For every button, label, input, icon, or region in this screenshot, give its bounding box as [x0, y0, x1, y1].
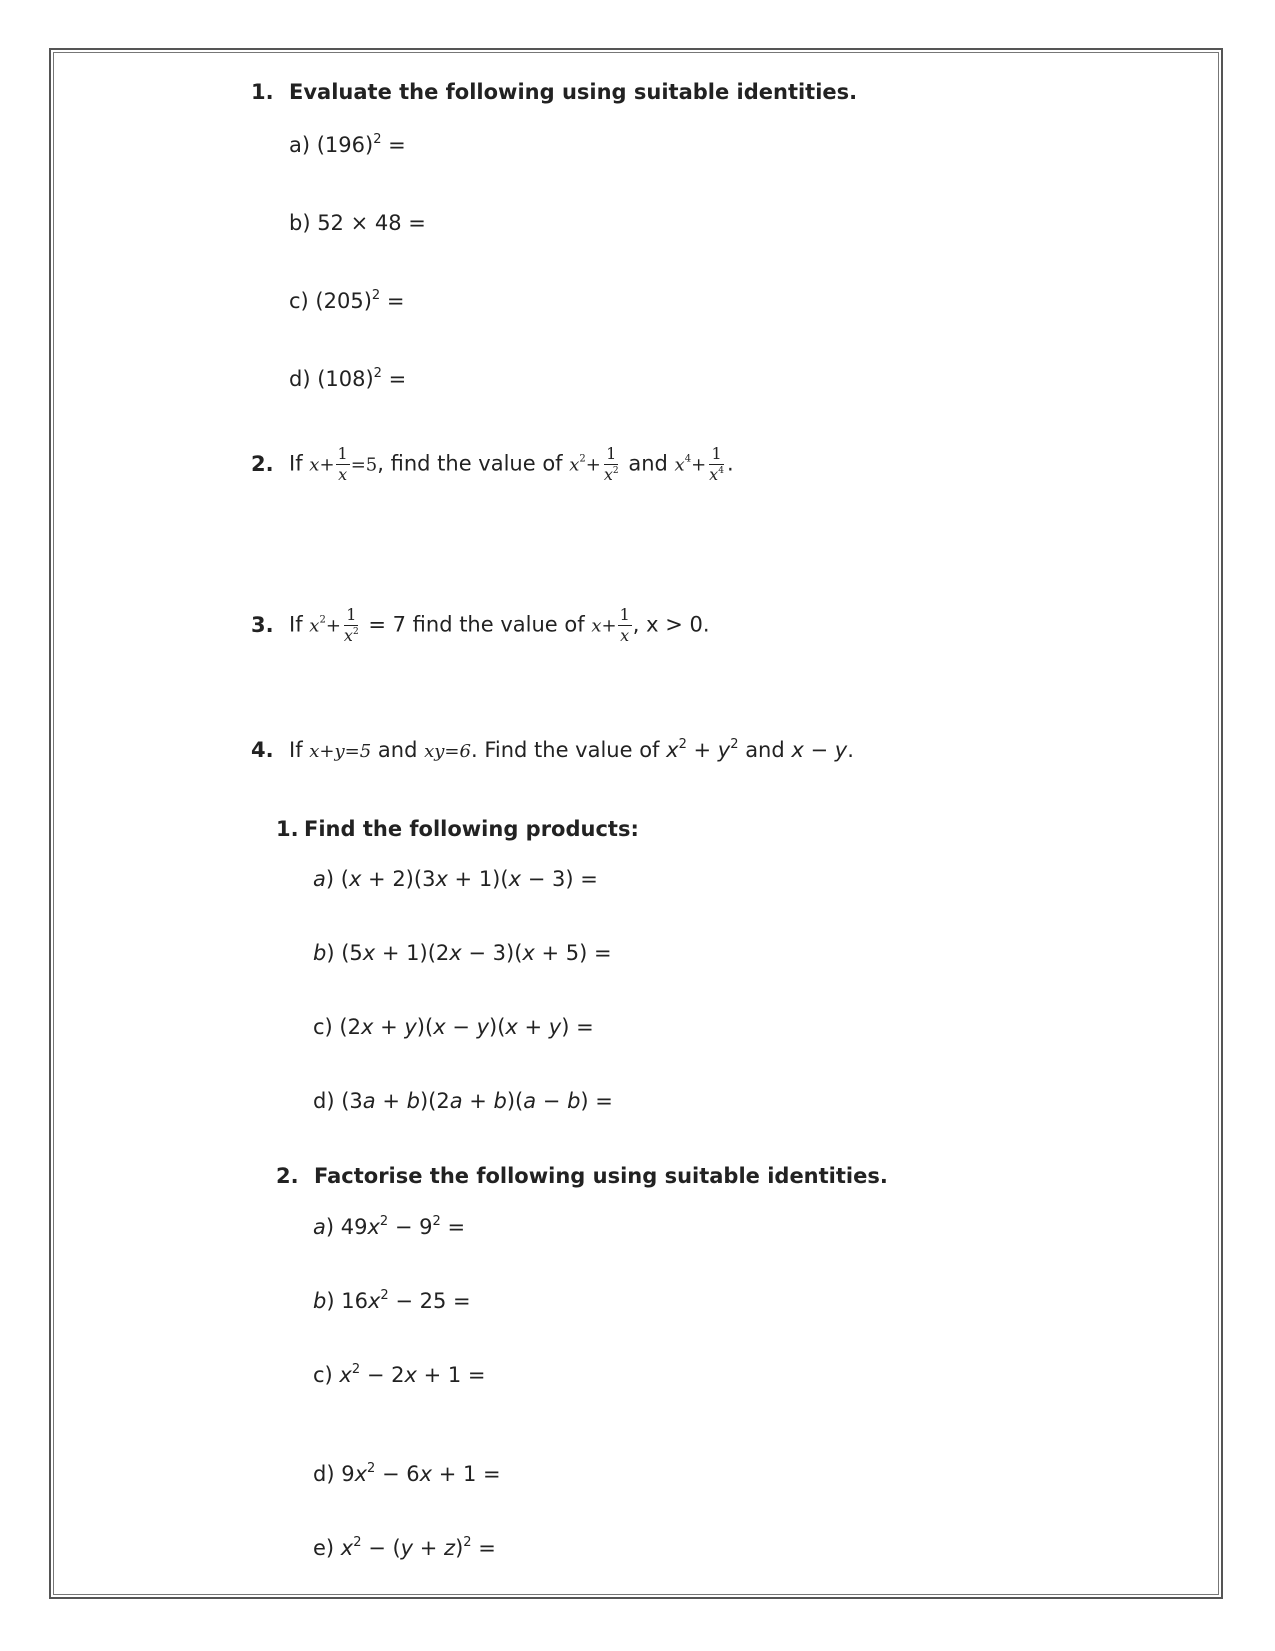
fraction [707, 446, 726, 483]
expression-text: − 25 = [388, 1289, 471, 1313]
factorise-c [313, 1363, 485, 1387]
math-variable: x [674, 454, 685, 476]
fraction-denominator [602, 465, 621, 483]
exponent: 2 [678, 737, 687, 752]
fraction-denominator: x [620, 626, 630, 645]
equals-sign: = [381, 133, 406, 157]
question-number: 2. [276, 1164, 299, 1188]
expression-text: b) 16x [313, 1289, 381, 1313]
equals-sign: = [440, 1215, 466, 1239]
exponent: 2 [730, 737, 739, 752]
products-a [313, 867, 598, 891]
exponent: 2 [353, 1535, 362, 1550]
expression-text: − 2x + 1 = [360, 1363, 486, 1387]
math-equation: xy=6 [424, 741, 471, 762]
fraction-numerator: 1 [346, 605, 357, 624]
question-text: and x − y. [738, 738, 854, 762]
question-1-heading [251, 80, 857, 104]
exponent: 2 [367, 1461, 376, 1476]
expression-text: a) 49x [313, 1215, 380, 1239]
question-1d [289, 367, 406, 391]
fraction-denominator [707, 465, 726, 483]
factorise-a [313, 1215, 465, 1239]
expression-text: − 9 [388, 1215, 433, 1239]
exponent: 2 [351, 1362, 361, 1377]
exponent: 2 [373, 132, 382, 147]
period: . [726, 451, 734, 476]
question-number: 1. [251, 80, 274, 104]
expression-text: b) 52 × 48 = [289, 211, 426, 235]
math-operator: + [319, 454, 335, 476]
fraction [342, 607, 361, 644]
math-operator: + [325, 615, 341, 637]
expression-text: − (y + z) [361, 1536, 464, 1560]
factorise-heading [276, 1164, 888, 1188]
products-heading [276, 817, 639, 841]
math-variable: x [709, 465, 719, 484]
fraction-numerator: 1 [337, 444, 348, 463]
expression-text: e) x [313, 1536, 354, 1560]
math-operator: + [585, 454, 601, 476]
math-variable: x [603, 465, 613, 484]
math-operator: + [601, 615, 617, 637]
expression-text: a) (196) [289, 133, 374, 157]
products-d [313, 1089, 613, 1113]
if-word: If [289, 738, 303, 762]
question-number: 2. [251, 451, 274, 476]
exponent: 2 [373, 366, 382, 381]
question-number: 3. [251, 612, 274, 637]
expression-text: c) (205) [289, 289, 372, 313]
expression-text: − 6x + 1 = [375, 1462, 501, 1486]
factorise-d [313, 1462, 501, 1486]
exponent: 2 [463, 1535, 472, 1550]
fraction-numerator: 1 [711, 444, 722, 463]
equals-sign: = [471, 1536, 496, 1560]
question-number: 4. [251, 738, 274, 762]
equals-sign: = [381, 367, 407, 391]
question-text: + y [686, 738, 731, 762]
math-operator: + [691, 454, 707, 476]
math-variable: x [309, 454, 320, 476]
fraction-denominator: x [338, 465, 348, 484]
math-variable: x [569, 454, 580, 476]
factorise-b [313, 1289, 471, 1313]
condition-text: , x > 0. [632, 612, 710, 637]
fraction-numerator: 1 [606, 444, 617, 463]
expression-text: a) (x + 2)(3x + 1)(x − 3) = [313, 867, 598, 891]
expression-text: d) (108) [289, 367, 374, 391]
math-equation: x+y=5 [309, 741, 372, 762]
question-text: . Find the value of x [470, 738, 679, 762]
math-variable: x [591, 615, 602, 637]
question-title: Find the following products: [304, 817, 639, 841]
fraction-numerator: 1 [619, 605, 630, 624]
question-text: = 7 find the value of [361, 612, 585, 637]
products-c [313, 1015, 594, 1039]
and-word: and [377, 738, 418, 762]
expression-text: c) (2x + y)(x − y)(x + y) = [313, 1015, 594, 1039]
question-text: , find the value of [377, 451, 563, 476]
exponent: 2 [579, 453, 586, 465]
exponent: 2 [352, 627, 359, 637]
question-1a [289, 133, 406, 157]
exponent: 2 [379, 1214, 389, 1229]
fraction [618, 607, 632, 644]
question-3 [251, 607, 710, 644]
question-title: Factorise the following using suitable identities. [314, 1164, 888, 1188]
expression-text: d) 9x [313, 1462, 367, 1486]
and-word: and [628, 451, 668, 476]
question-2 [251, 446, 734, 483]
math-variable: x [309, 615, 320, 637]
exponent: 4 [718, 466, 724, 476]
exponent: 2 [432, 1214, 441, 1229]
question-4 [251, 738, 854, 762]
equals-sign: = [380, 289, 405, 313]
question-1c [289, 289, 404, 313]
math-equation-rhs: =5 [350, 454, 378, 476]
if-word: If [289, 612, 303, 637]
exponent: 2 [371, 288, 381, 303]
question-title: Evaluate the following using suitable identities. [289, 80, 858, 104]
products-b [313, 941, 612, 965]
exponent: 2 [612, 466, 619, 476]
fraction [336, 446, 350, 483]
fraction-denominator [342, 626, 361, 644]
expression-text: d) (3a + b)(2a + b)(a − b) = [313, 1089, 613, 1113]
expression-text: c) x [313, 1363, 352, 1387]
if-word: If [289, 451, 303, 476]
math-variable: x [343, 626, 353, 645]
question-number: 1. [276, 817, 299, 841]
expression-text: b) (5x + 1)(2x − 3)(x + 5) = [313, 941, 612, 965]
exponent: 4 [684, 453, 692, 465]
exponent: 2 [319, 614, 326, 626]
exponent: 2 [380, 1288, 389, 1303]
fraction [602, 446, 621, 483]
factorise-e [313, 1536, 496, 1560]
question-1b [289, 211, 426, 235]
